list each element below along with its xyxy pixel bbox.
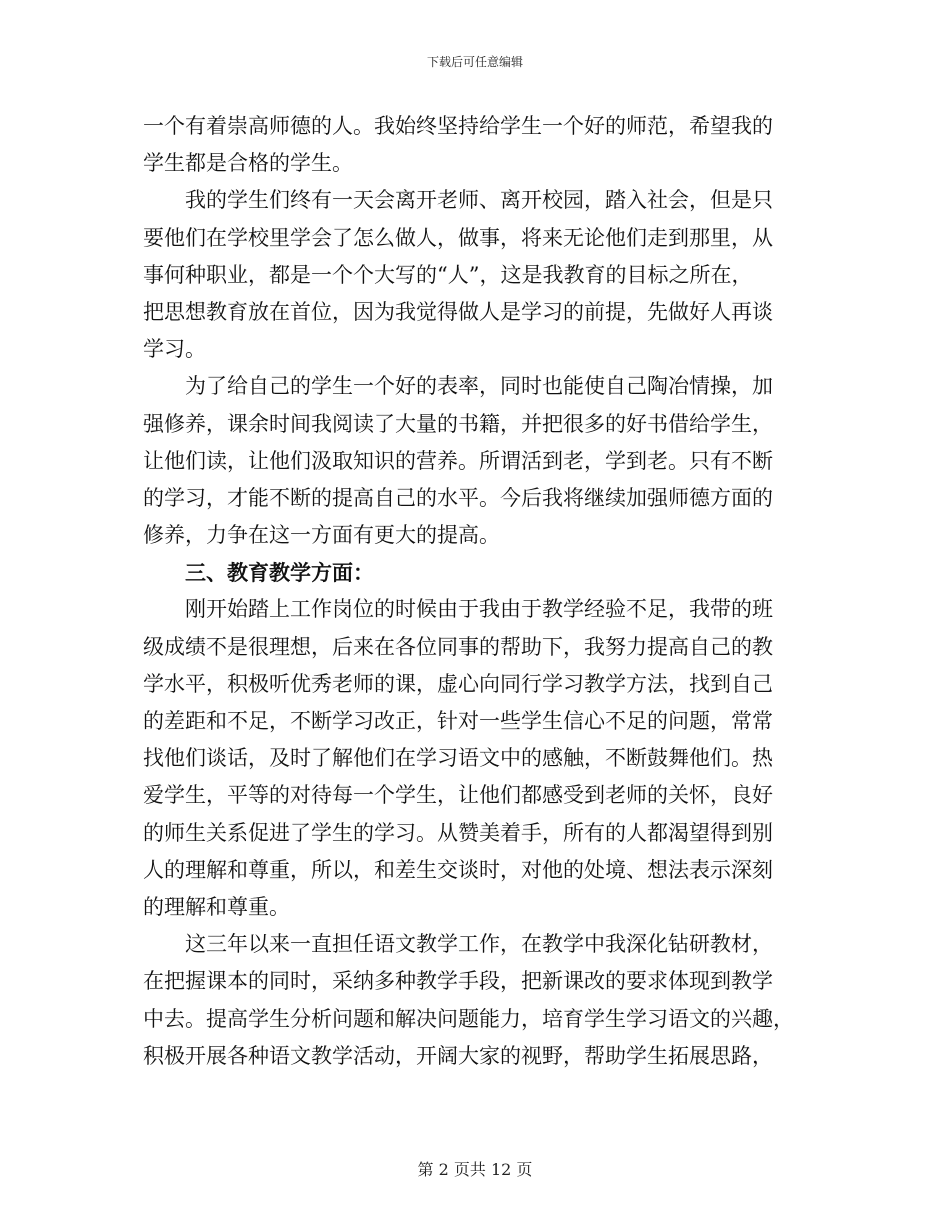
page-header: 下载后可任意编辑: [426, 55, 523, 69]
text-line: 的理解和尊重。: [143, 894, 290, 919]
text-line: 这三年以来一直担任语文教学工作，在教学中我深化钻研教材，: [185, 932, 773, 957]
text-line: 把思想教育放在首位，因为我觉得做人是学习的前提，先做好人再谈: [143, 299, 773, 324]
text-line: 级成绩不是很理想，后来在各位同事的帮助下，我努力提高自己的教: [143, 634, 773, 659]
text-line: 的学习，才能不断的提高自己的水平。今后我将继续加强师德方面的: [143, 485, 773, 510]
text-line: 事何种职业，都是一个个大写的“人”，这是我教育的目标之所在，: [143, 262, 753, 287]
text-line: 中去。提高学生分析问题和解决问题能力，培育学生学习语文的兴趣，: [143, 1006, 794, 1031]
text-line: 要他们在学校里学会了怎么做人，做事，将来无论他们走到那里，从: [143, 225, 773, 250]
section-heading: 三、教育教学方面：: [185, 560, 374, 586]
text-line: 一个有着崇高师德的人。我始终坚持给学生一个好的师范，希望我的: [143, 114, 773, 138]
text-line: 强修养，课余时间我阅读了大量的书籍，并把很多的好书借给学生，: [143, 411, 773, 436]
text-line: 人的理解和尊重，所以，和差生交谈时，对他的处境、想法表示深刻: [143, 857, 773, 882]
text-line: 学习。: [143, 337, 206, 362]
text-line: 为了给自己的学生一个好的表率，同时也能使自己陶冶情操，加: [185, 374, 773, 399]
text-line: 刚开始踏上工作岗位的时候由于我由于教学经验不足，我带的班: [185, 597, 773, 622]
text-line: 我的学生们终有一天会离开老师、离开校园，踏入社会，但是只: [185, 188, 773, 213]
text-line: 找他们谈话，及时了解他们在学习语文中的感触，不断鼓舞他们。热: [143, 746, 773, 771]
page-footer: 第 2 页共 12 页: [417, 1160, 533, 1179]
text-line: 学水平，积极听优秀老师的课，虚心向同行学习教学方法，找到自己: [143, 671, 773, 696]
text-line: 的师生关系促进了学生的学习。从赞美着手，所有的人都渴望得到别: [143, 820, 773, 845]
text-line: 学生都是合格的学生。: [143, 151, 353, 176]
text-line: 爱学生，平等的对待每一个学生，让他们都感受到老师的关怀，良好: [143, 783, 773, 808]
text-line: 让他们读，让他们汲取知识的营养。所谓活到老，学到老。只有不断: [143, 448, 773, 473]
text-line: 积极开展各种语文教学活动，开阔大家的视野，帮助学生拓展思路，: [143, 1043, 773, 1068]
text-line: 修养，力争在这一方面有更大的提高。: [143, 523, 500, 548]
document-body: [143, 108, 813, 1075]
text-line: 在把握课本的同时，采纳多种教学手段，把新课改的要求体现到教学: [143, 969, 773, 994]
text-line: 的差距和不足，不断学习改正，针对一些学生信心不足的问题，常常: [143, 709, 773, 733]
